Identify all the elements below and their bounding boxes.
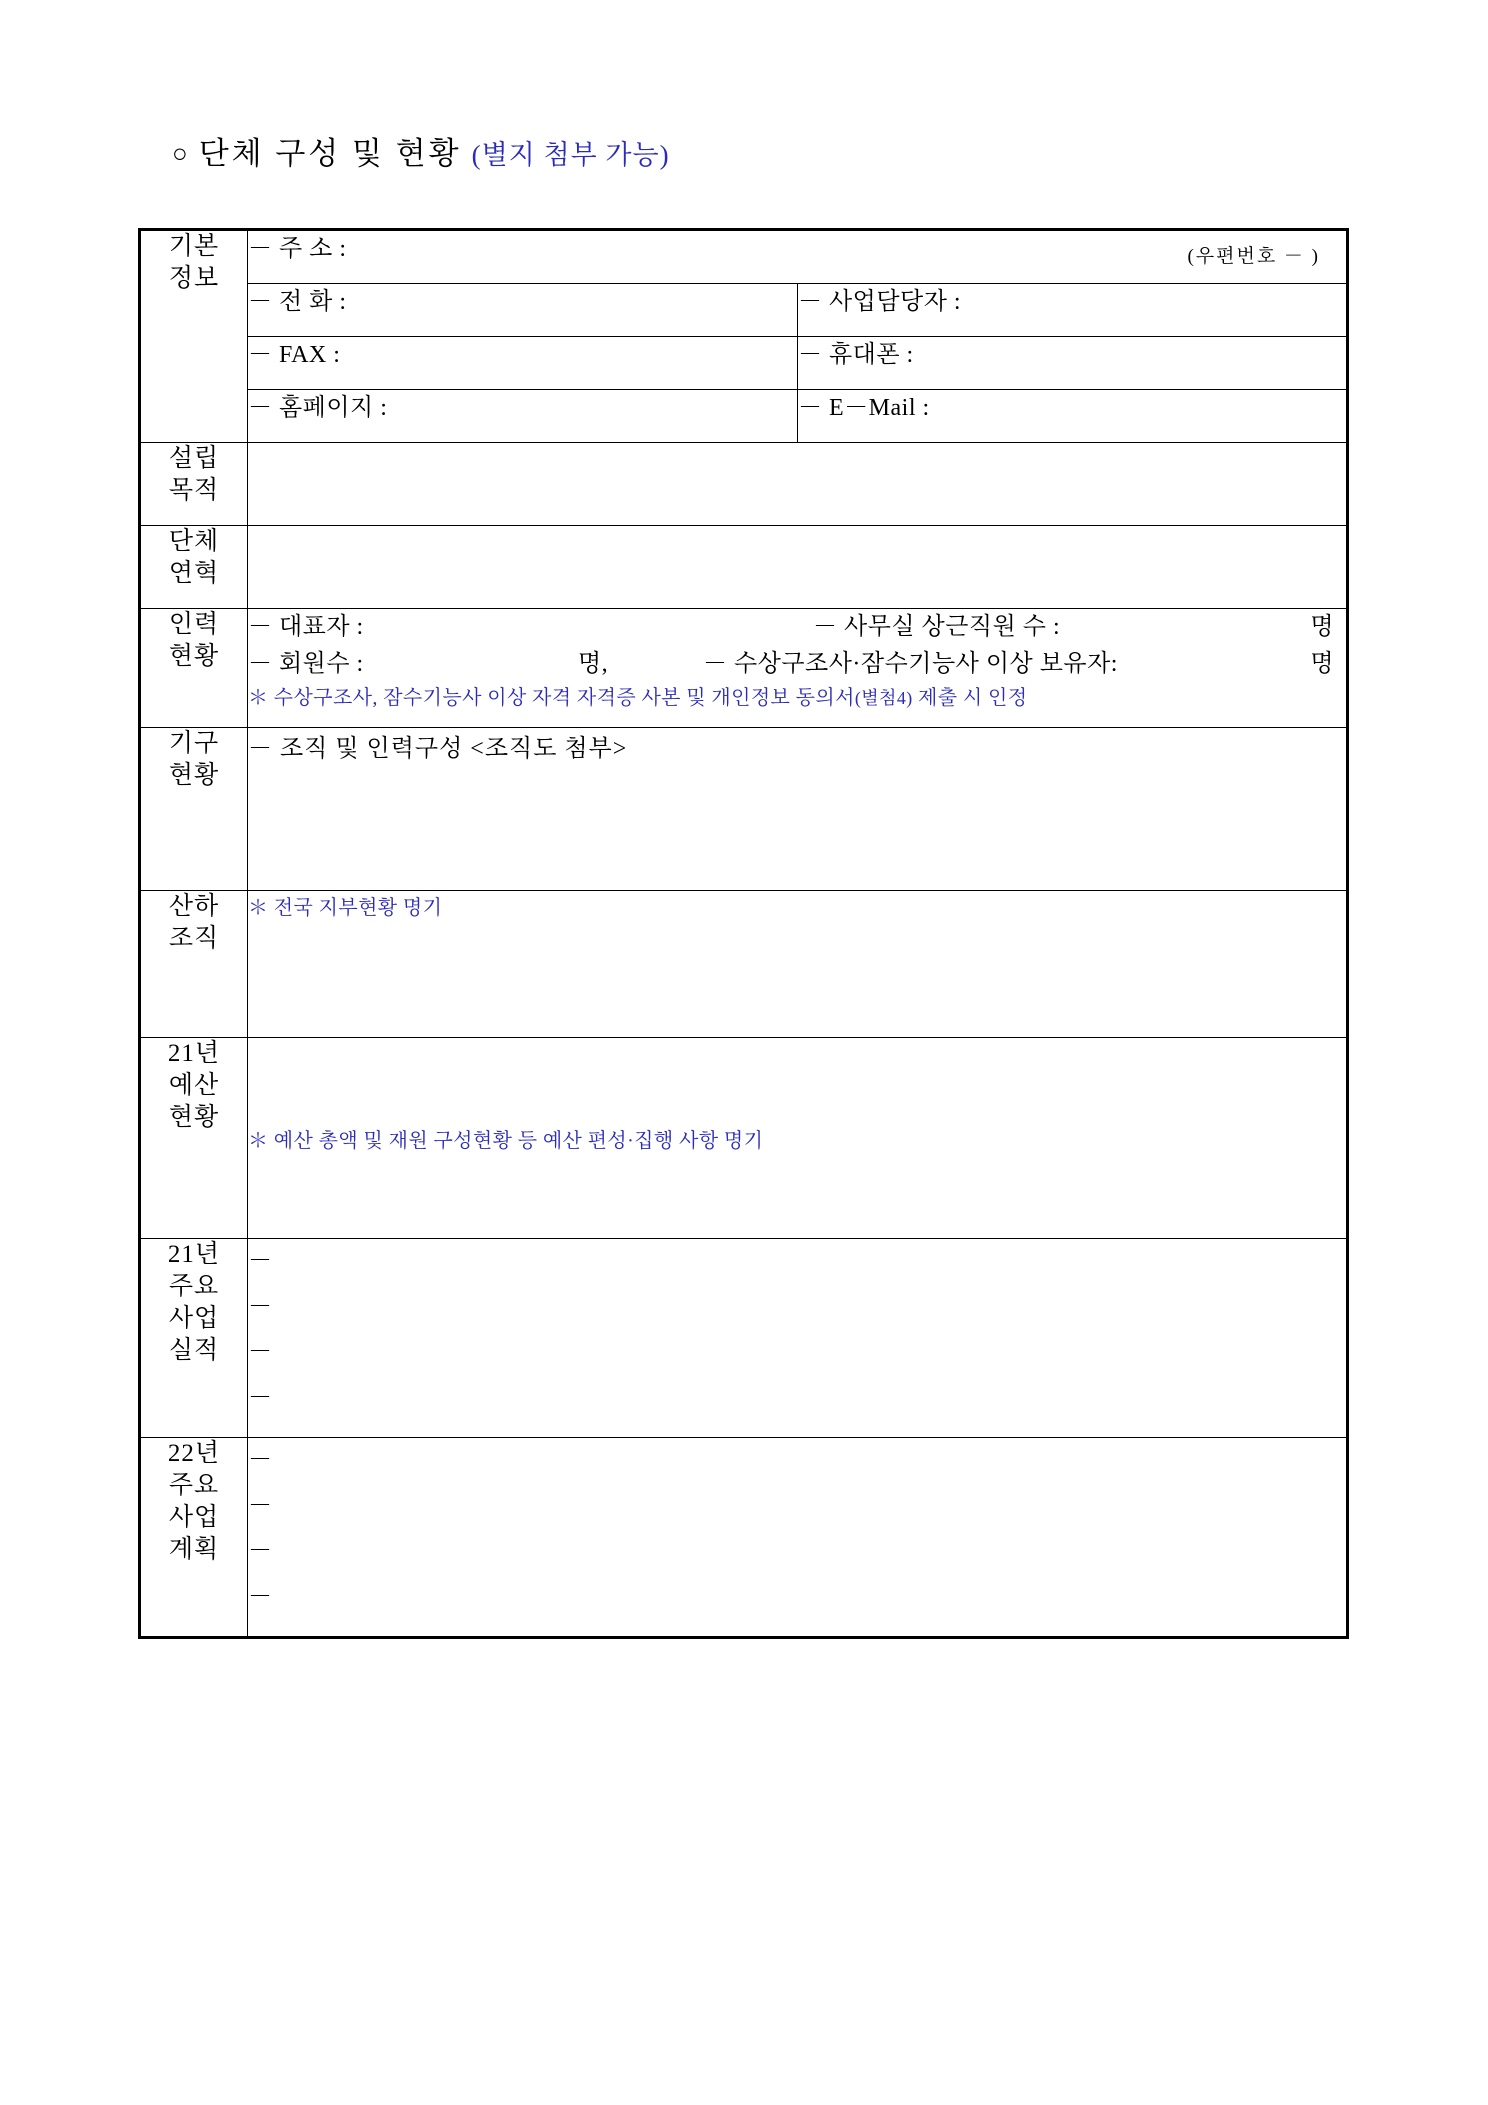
table-row-purpose (140, 443, 1348, 526)
page-title-text: 단체 구성 및 현황 (198, 136, 462, 171)
row-label-results-21-line4: 실적 (168, 1337, 220, 1364)
field-staff-count-unit: 명 (1310, 614, 1335, 640)
field-fax-label: － FAX : (248, 342, 341, 368)
row-label-branches (140, 891, 248, 1038)
field-phone[interactable] (248, 284, 798, 337)
table-row-manpower (140, 609, 1348, 728)
page-title-note: (별지 첨부 가능) (471, 140, 670, 170)
bullet-icon: ○ (172, 139, 189, 168)
row-label-basic-info (140, 230, 248, 443)
field-branches[interactable] (248, 891, 1348, 1038)
row-label-manpower-line1: 인력 (168, 611, 220, 638)
table-row-budget (140, 1038, 1348, 1239)
list-item: － (248, 1339, 273, 1366)
field-members-unit: 명, (578, 651, 609, 678)
field-staff-count-label: － 사무실 상근직원 수 : (813, 614, 1061, 640)
row-label-purpose-line1: 설립 (168, 445, 220, 472)
field-members-label: － 회원수 : (248, 651, 364, 678)
field-license-holders-unit: 명 (1310, 651, 1335, 678)
list-item: － (248, 1384, 273, 1411)
row-label-organization (140, 728, 248, 891)
table-row-history (140, 526, 1348, 609)
table-row-organization (140, 728, 1348, 891)
row-label-organization-line2: 현황 (168, 762, 220, 789)
row-label-basic-info-line2: 정보 (168, 265, 220, 292)
row-label-branches-line1: 산하 (168, 893, 220, 920)
row-label-basic-info-line1: 기본 (168, 233, 220, 260)
field-manager-label: － 사업담당자 : (798, 289, 962, 315)
manpower-line-members (248, 646, 1346, 683)
field-organization-label: － 조직 및 인력구성 <조직도 첨부> (248, 736, 628, 762)
list-item: － (248, 1447, 273, 1473)
list-item: － (248, 1492, 273, 1519)
manpower-note-attachment: (별첨4) (854, 688, 913, 709)
branches-note: ＊ 전국 지부현황 명기 (248, 897, 443, 919)
field-address-label: － 주 소 : (248, 236, 347, 262)
table-row-branches (140, 891, 1348, 1038)
field-budget[interactable] (248, 1038, 1348, 1239)
row-label-plan-22-line3: 사업 (168, 1504, 220, 1531)
field-history[interactable] (248, 526, 1348, 609)
row-label-manpower (140, 609, 248, 728)
field-email-label: － E－Mail : (798, 395, 930, 421)
row-label-manpower-line2: 현황 (168, 643, 220, 670)
list-item: － (248, 1248, 273, 1274)
page-title (172, 128, 670, 173)
row-label-purpose (140, 443, 248, 526)
field-phone-label: － 전 화 : (248, 289, 347, 315)
manpower-note (248, 683, 1346, 714)
manpower-note-text: ＊ 수상구조사, 잠수기능사 이상 자격 자격증 사본 및 개인정보 동의서 (248, 687, 855, 710)
field-plan-22[interactable] (248, 1438, 1348, 1638)
field-mobile-label: － 휴대폰 : (798, 342, 914, 368)
row-label-results-21-line2: 주요 (168, 1273, 220, 1300)
field-homepage-label: － 홈페이지 : (248, 395, 388, 421)
table-row-phone (140, 284, 1348, 337)
field-manpower[interactable] (248, 609, 1348, 728)
row-label-budget-line2: 예산 (168, 1072, 220, 1099)
field-results-21[interactable] (248, 1239, 1348, 1438)
field-homepage[interactable] (248, 390, 798, 443)
organization-form-table (138, 228, 1349, 1639)
table-row-homepage (140, 390, 1348, 443)
list-item: － (248, 1538, 273, 1565)
row-label-plan-22-line4: 계획 (168, 1536, 220, 1563)
table-row-plan-22 (140, 1438, 1348, 1638)
budget-note: ＊ 예산 총액 및 재원 구성현황 등 예산 편성·집행 사항 명기 (248, 1129, 764, 1152)
row-label-budget-line1: 21년 (167, 1040, 221, 1067)
row-label-results-21 (140, 1239, 248, 1438)
field-address[interactable] (248, 230, 1348, 284)
field-email[interactable] (798, 390, 1348, 443)
field-representative-label: － 대표자 : (248, 614, 364, 640)
list-item: － (248, 1293, 273, 1320)
row-label-history-line2: 연혁 (168, 560, 220, 587)
list-item: － (248, 1583, 273, 1610)
row-label-history-line1: 단체 (168, 528, 220, 555)
field-mobile[interactable] (798, 337, 1348, 390)
row-label-budget-line3: 현황 (168, 1104, 220, 1131)
row-label-plan-22-line2: 주요 (168, 1472, 220, 1499)
manpower-line-rep (248, 609, 1346, 646)
field-fax[interactable] (248, 337, 798, 390)
manpower-note-end: 제출 시 인정 (912, 687, 1028, 710)
table-row-address (140, 230, 1348, 284)
row-label-results-21-line3: 사업 (168, 1305, 220, 1332)
row-label-organization-line1: 기구 (168, 730, 220, 757)
field-manager[interactable] (798, 284, 1348, 337)
row-label-results-21-line1: 21년 (167, 1241, 221, 1268)
row-label-plan-22-line1: 22년 (167, 1440, 221, 1467)
field-zipcode-label: (우편번호 － ) (1187, 246, 1321, 267)
row-label-plan-22 (140, 1438, 248, 1638)
row-label-purpose-line2: 목적 (168, 477, 220, 504)
field-purpose[interactable] (248, 443, 1348, 526)
field-license-holders-label: － 수상구조사·잠수기능사 이상 보유자: (703, 651, 1118, 678)
row-label-history (140, 526, 248, 609)
row-label-budget (140, 1038, 248, 1239)
table-row-results-21 (140, 1239, 1348, 1438)
table-row-fax (140, 337, 1348, 390)
field-organization[interactable] (248, 728, 1348, 891)
row-label-branches-line2: 조직 (168, 925, 220, 952)
